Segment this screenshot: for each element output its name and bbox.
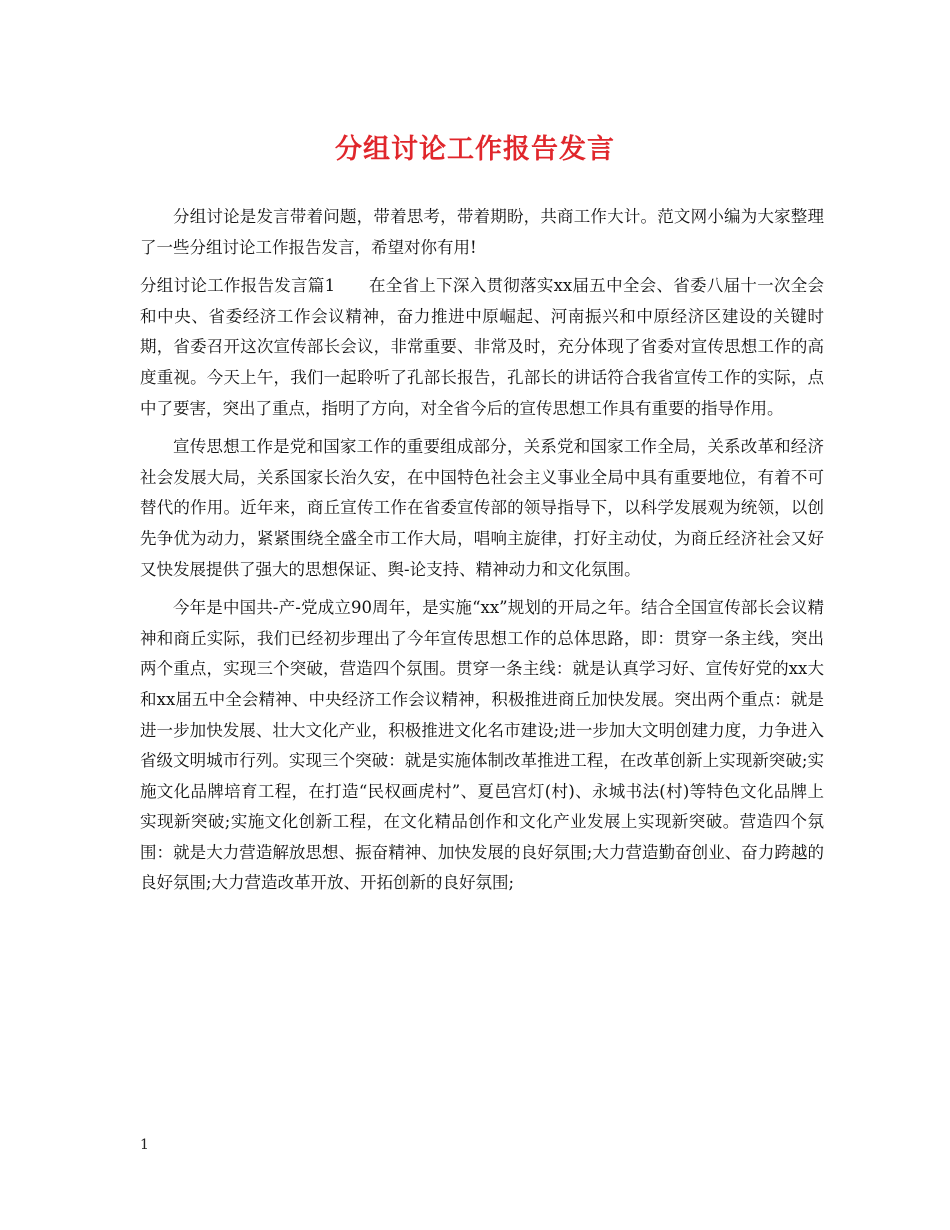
paragraph-intro: 分组讨论是发言带着问题，带着思考，带着期盼，共商工作大计。范文网小编为大家整理了一些分组讨论工作报告发言，希望对你有用!	[140, 207, 824, 257]
document-title: 分组讨论工作报告发言	[335, 134, 615, 165]
paragraph-annual-plan: 今年是中国共-产-党成立90周年，是实施“xx”规划的开局之年。结合全国宣传部长会议精神和商丘实际，我们已经初步理出了今年宣传思想工作的总体思路，即：贯穿一条主线，突出两个重点，实现三个突破，营造四个氛围。贯穿一条主线：就是认真学习好、宣传好党的xx大和xx届五中全会精神、中央经济工作会议精神，积极推进商丘加快发展。突出两个重点：就是进一步加快发展、壮大文化产业，积极推进文化名市建设;进一步加大文明创建力度，力争进入省级文明城市行列。实现三个突破：就是实施体制改革推进工程，在改革创新上实现新突破;实施文化品牌培育工程，在打造“民权画虎村”、夏邑宫灯(村)、永城书法(村)等特色文化品牌上实现新突破;实施文化创新工程，在文化精品创作和文化产业发展上实现新突破。营造四个氛围：就是大力营造解放思想、振奋精神、加快发展的良好氛围;大力营造勤奋创业、奋力跨越的良好氛围;大力营造改革开放、开拓创新的良好氛围;	[140, 598, 824, 893]
paragraph-propaganda-work: 宣传思想工作是党和国家工作的重要组成部分，关系党和国家工作全局，关系改革和经济社会发展大局，关系国家长治久安，在中国特色社会主义事业全局中具有重要地位，有着不可替代的作用。近年来，商丘宣传工作在省委宣传部的领导指导下，以科学发展观为统领，以创先争优为动力，紧紧围绕全盛全市工作大局，唱响主旋律，打好主动仗，为商丘经济社会又好又快发展提供了强大的思想保证、舆-论支持、精神动力和文化氛围。	[140, 437, 824, 579]
document-body	[140, 202, 824, 907]
paragraph-section-1: 分组讨论工作报告发言篇1 在全省上下深入贯彻落实xx届五中全会、省委八届十一次全会和中央、省委经济工作会议精神，奋力推进中原崛起、河南振兴和中原经济区建设的关键时期，省委召开这次宣传部长会议，非常重要、非常及时，充分体现了省委对宣传思想工作的高度重视。今天上午，我们一起聆听了孔部长报告，孔部长的讲话符合我省宣传工作的实际，点中了要害，突出了重点，指明了方向，对全省今后的宣传思想工作具有重要的指导作用。	[140, 276, 824, 418]
page-number: 1	[140, 1137, 149, 1153]
